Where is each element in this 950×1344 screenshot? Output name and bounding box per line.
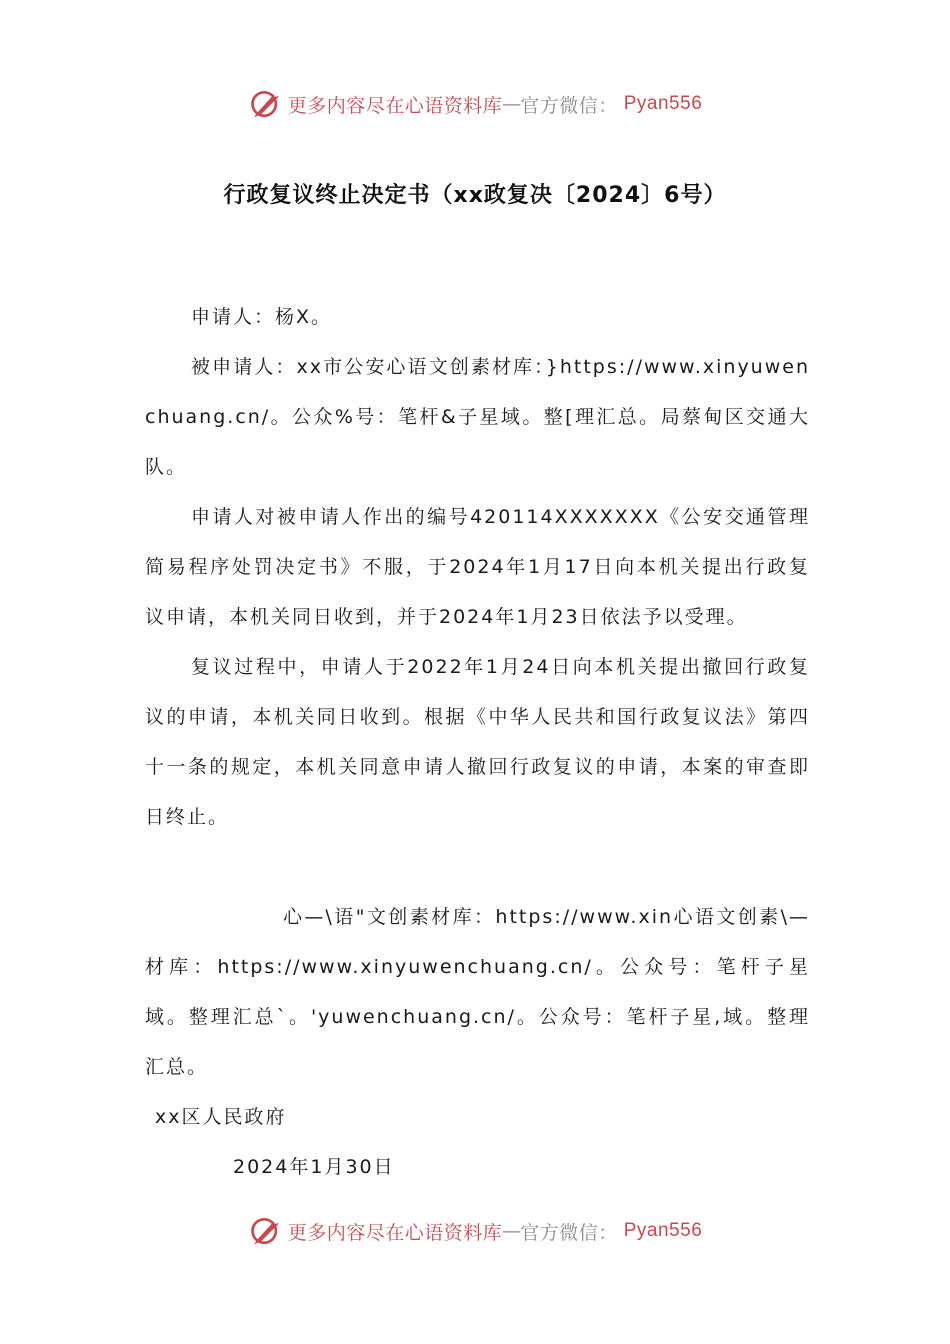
footnote-paragraph: 心—\语"文创素材库：https://www.xin心语文创素\—材库：https://www.xinyuwenchuang.cn/。公众号：笔杆子星域。整理汇总`。'yuwenchuang.cn/。公众号：笔杆子星,域。整理汇总。 [145, 906, 810, 1078]
watermark-wechat-id: Pyan556 [623, 93, 703, 114]
spacer [145, 842, 810, 892]
signature-date: 2024年1月30日 [233, 1156, 395, 1178]
watermark-dash: — [502, 93, 521, 115]
signature-organization: xx区人民政府 [155, 1106, 287, 1128]
watermark-wechat-label: 官方微信： [520, 94, 618, 117]
header-watermark [0, 84, 950, 124]
decision-paragraph: 复议过程中，申请人于2022年1月24日向本机关提出撤回行政复议的申请，本机关同日收到。根据《中华人民共和国行政复议法》第四十一条的规定，本机关同意申请人撤回行政复议的申请，本案的审查即日终止。 [145, 656, 810, 828]
applicant-paragraph: 申请人：杨X。 [191, 306, 333, 328]
facts-paragraph: 申请人对被申请人作出的编号420114XXXXXXX《公安交通管理简易程序处罚决定书》不服，于2024年1月17日向本机关提出行政复议申请，本机关同日收到，并于2024年1月23日依法予以受理。 [145, 506, 810, 628]
footer-watermark [0, 1211, 950, 1251]
document-title: 行政复议终止决定书（xx政复决〔2024〕6号） [223, 183, 727, 208]
watermark-dash: — [502, 1220, 521, 1242]
respondent-paragraph: 被申请人：xx市公安心语文创素材库：}https://www.xinyuwenchuang.cn/。公众%号：笔杆&子星域。整[理汇总。局蔡甸区交通大队。 [145, 356, 810, 478]
watermark-wechat-label: 官方微信： [520, 1221, 618, 1244]
pen-nib-logo-icon [248, 1213, 284, 1249]
watermark-main-text: 更多内容尽在心语资料库 [287, 1221, 503, 1244]
watermark-main-text: 更多内容尽在心语资料库 [287, 94, 503, 117]
watermark-wechat-id: Pyan556 [623, 1220, 703, 1241]
document-body [145, 292, 810, 1192]
pen-nib-logo-icon [248, 86, 284, 122]
